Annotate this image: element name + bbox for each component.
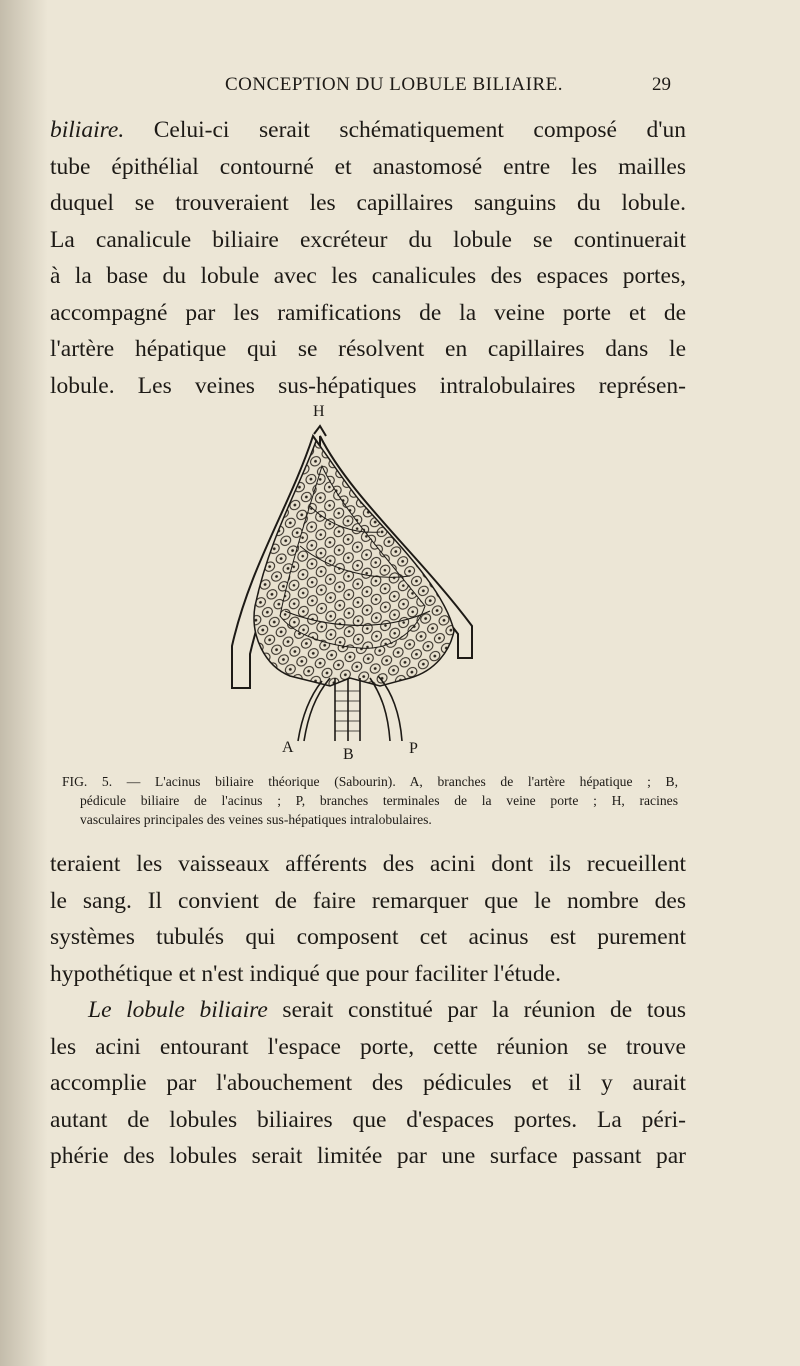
text-line: La canalicule biliaire excréteur du lobule se continuerait [50,226,686,253]
caption-line: vasculaires principales des veines sus-hépatiques intralobulaires. [80,812,432,827]
text-line: phérie des lobules serait limitée par une surface passant par [50,1143,686,1169]
caption-line: pédicule biliaire de l'acinus ; P, branches terminales de la veine porte ; H, racines [80,793,678,808]
text-line: biliaire. Celui-ci serait schématiquement composé d'un [50,117,686,143]
italic-term: Le lobule biliaire [88,997,268,1023]
label-a: A [282,739,294,756]
binding-shadow [0,0,48,1366]
italic-term: biliaire. [50,117,125,143]
text-line: les acini entourant l'espace porte, cette réunion se trouve [50,1033,686,1060]
label-b: B [343,746,354,761]
text-line: tube épithélial contourné et anastomosé entre les mailles [50,153,686,180]
acinus-figure [210,396,500,761]
text-line: systèmes tubulés qui composent cet acinus est purement [50,924,686,950]
text-line: accomplie par l'abouchement des pédicules et il y aurait [50,1070,686,1096]
text-line: duquel se trouveraient les capillaires sanguins du lobule. [50,190,686,216]
figure-caption [60,772,678,829]
text-line: à la base du lobule avec les canalicules des espaces portes, [50,263,686,289]
text-line: teraient les vaisseaux afférents des acini dont ils recueillent [50,851,686,877]
label-h: H [313,403,325,420]
page-number: 29 [652,74,671,95]
text-line: Le lobule biliaire serait constitué par la réunion de tous [88,997,687,1023]
running-header: CONCEPTION DU LOBULE BILIAIRE. [225,74,563,95]
text-line: autant de lobules biliaires que d'espaces portes. La péri- [50,1106,686,1133]
text-line: le sang. Il convient de faire remarquer que le nombre des [50,887,686,914]
label-p: P [409,740,418,757]
text-line: l'artère hépatique qui se résolvent en capillaires dans le [50,336,686,362]
text-line: hypothétique et n'est indiqué que pour faciliter l'étude. [50,960,561,987]
paragraph-top [50,112,686,404]
text-line: lobule. Les veines sus-hépatiques intralobulaires représen- [50,372,686,399]
text-line: accompagné par les ramifications de la veine porte et de [50,299,686,326]
caption-line: FIG. 5. — L'acinus biliaire théorique (Sabourin). A, branches de l'artère hépatique ; B, [62,774,678,789]
paragraph-bottom [50,846,686,1175]
